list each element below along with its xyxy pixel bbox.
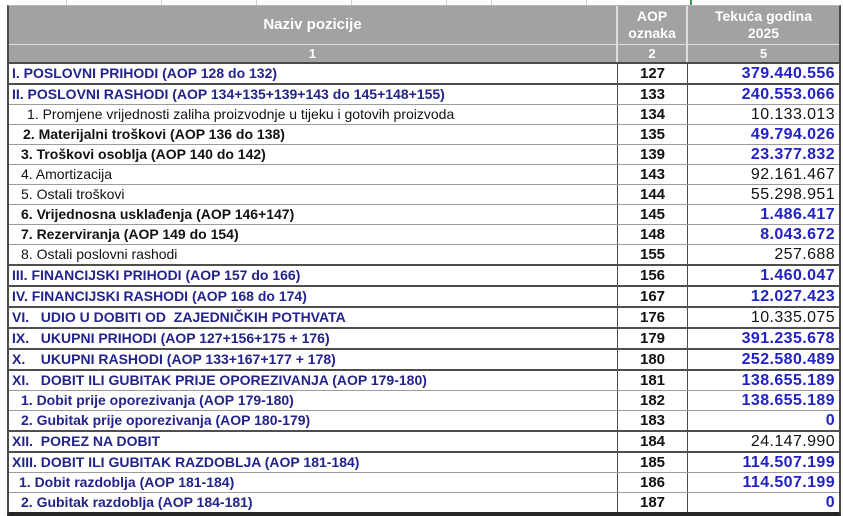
row-value-cell[interactable]: 240.553.066 [741, 86, 835, 103]
row-aop-cell[interactable]: 135 [618, 125, 688, 144]
table-row [9, 64, 839, 83]
header-aop-oznaka [618, 6, 688, 44]
row-value-cell[interactable]: 10.133.013 [750, 106, 835, 123]
row-label-cell[interactable]: 2. Gubitak prije oporezivanja (AOP 180-179) [9, 411, 618, 430]
table-row [9, 327, 839, 348]
table-row [9, 390, 839, 410]
row-label-cell[interactable]: 2. Materijalni troškovi (AOP 136 do 138) [9, 125, 618, 144]
row-aop-cell[interactable]: 148 [618, 225, 688, 244]
row-value-cell[interactable]: 252.580.489 [741, 351, 835, 368]
table-row [9, 83, 839, 104]
row-value-cell[interactable]: 55.298.951 [750, 186, 835, 203]
row-aop-cell[interactable]: 139 [618, 145, 688, 164]
row-aop-cell[interactable]: 179 [618, 329, 688, 348]
header-col-number-1: 1 [9, 45, 618, 62]
header-tekuca-godina [688, 6, 839, 44]
row-value-cell[interactable]: 0 [825, 412, 835, 429]
row-aop-cell[interactable]: 176 [618, 308, 688, 327]
financial-statement-table [7, 5, 841, 516]
row-aop-cell[interactable]: 155 [618, 245, 688, 264]
row-label-cell[interactable]: III. FINANCIJSKI PRIHODI (AOP 157 do 166) [9, 266, 618, 285]
row-value-cell[interactable]: 379.440.556 [741, 65, 835, 82]
table-row [9, 348, 839, 369]
row-value-cell[interactable]: 114.507.199 [742, 454, 835, 471]
row-value-cell[interactable]: 10.335.075 [750, 309, 835, 326]
row-label-cell[interactable]: 8. Ostali poslovni rashodi [9, 245, 618, 264]
table-row [9, 264, 839, 285]
row-aop-cell[interactable]: 134 [618, 105, 688, 124]
row-label-cell[interactable]: IX. UKUPNI PRIHODI (AOP 127+156+175 + 176) [9, 329, 618, 348]
row-label-cell[interactable]: VI. UDIO U DOBITI OD ZAJEDNIČKIH POTHVATA [9, 308, 618, 327]
row-aop-cell[interactable]: 186 [618, 473, 688, 492]
row-aop-cell[interactable]: 183 [618, 411, 688, 430]
row-label-cell[interactable]: 4. Amortizacija [9, 165, 618, 184]
table-row [9, 430, 839, 451]
row-value-cell[interactable]: 391.235.678 [741, 330, 835, 347]
header-year-line2: 2025 [747, 25, 780, 41]
row-aop-cell[interactable]: 133 [618, 85, 688, 104]
row-value-cell[interactable]: 114.507.199 [742, 474, 835, 491]
row-label-cell[interactable]: XI. DOBIT ILI GUBITAK PRIJE OPOREZIVANJA (AOP 179-180) [9, 371, 618, 390]
row-value-cell[interactable]: 24.147.990 [750, 433, 835, 450]
header-title-row [9, 6, 839, 45]
row-aop-cell[interactable]: 180 [618, 350, 688, 369]
row-label-cell[interactable]: 5. Ostali troškovi [9, 185, 618, 204]
row-label-cell[interactable]: 3. Troškovi osoblja (AOP 140 do 142) [9, 145, 618, 164]
row-value-cell[interactable]: 138.655.189 [741, 372, 835, 389]
row-aop-cell[interactable]: 184 [618, 432, 688, 451]
table-row [9, 451, 839, 472]
row-aop-cell[interactable]: 145 [618, 205, 688, 224]
table-row [9, 492, 839, 512]
row-aop-cell[interactable]: 181 [618, 371, 688, 390]
row-aop-cell[interactable]: 143 [618, 165, 688, 184]
table-row [9, 104, 839, 124]
table-row [9, 285, 839, 306]
row-label-cell[interactable]: IV. FINANCIJSKI RASHODI (AOP 168 do 174) [9, 287, 618, 306]
row-value-cell[interactable]: 49.794.026 [750, 126, 835, 143]
row-label-cell[interactable]: XII. POREZ NA DOBIT [9, 432, 618, 451]
header-number-row [9, 45, 839, 62]
row-label-cell[interactable]: 6. Vrijednosna usklađenja (AOP 146+147) [9, 205, 618, 224]
table-row [9, 472, 839, 492]
table-row [9, 184, 839, 204]
row-label-cell[interactable]: 1. Dobit razdoblja (AOP 181-184) [9, 473, 618, 492]
row-value-cell[interactable]: 12.027.423 [750, 288, 835, 305]
row-aop-cell[interactable]: 185 [618, 453, 688, 472]
header-aop-line2: oznaka [628, 25, 676, 41]
table-row [9, 306, 839, 327]
row-label-cell[interactable]: XIII. DOBIT ILI GUBITAK RAZDOBLJA (AOP 181-184) [9, 453, 618, 472]
row-value-cell[interactable]: 23.377.832 [750, 146, 835, 163]
table-body [9, 62, 839, 512]
row-aop-cell[interactable]: 156 [618, 266, 688, 285]
row-value-cell[interactable]: 92.161.467 [750, 166, 835, 183]
row-value-cell[interactable]: 138.655.189 [741, 392, 835, 409]
row-aop-cell[interactable]: 182 [618, 391, 688, 410]
header-naziv-pozicije: Naziv pozicije [9, 6, 618, 44]
table-row [9, 224, 839, 244]
row-label-cell[interactable]: 7. Rezerviranja (AOP 149 do 154) [9, 225, 618, 244]
table-row [9, 244, 839, 264]
table-row [9, 410, 839, 430]
row-aop-cell[interactable]: 144 [618, 185, 688, 204]
row-label-cell[interactable]: II. POSLOVNI RASHODI (AOP 134+135+139+143 do 145+148+155) [9, 85, 618, 104]
row-aop-cell[interactable]: 127 [618, 64, 688, 83]
table-row [9, 204, 839, 224]
header-col-number-2: 2 [618, 45, 688, 62]
table-row [9, 124, 839, 144]
row-value-cell[interactable]: 257.688 [774, 246, 835, 263]
row-aop-cell[interactable]: 167 [618, 287, 688, 306]
table-row [9, 144, 839, 164]
row-label-cell[interactable]: 1. Dobit prije oporezivanja (AOP 179-180) [9, 391, 618, 410]
header-year-line1: Tekuća godina [715, 8, 812, 24]
row-label-cell[interactable]: 1. Promjene vrijednosti zaliha proizvodnje u tijeku i gotovih proizvoda [9, 105, 618, 124]
row-aop-cell[interactable]: 187 [618, 493, 688, 512]
row-value-cell[interactable]: 1.460.047 [760, 267, 835, 284]
row-label-cell[interactable]: 2. Gubitak razdoblja (AOP 184-181) [9, 493, 618, 512]
row-label-cell[interactable]: X. UKUPNI RASHODI (AOP 133+167+177 + 178) [9, 350, 618, 369]
table-header [9, 6, 839, 62]
header-aop-line1: AOP [636, 8, 668, 24]
row-label-cell[interactable]: I. POSLOVNI PRIHODI (AOP 128 do 132) [9, 64, 618, 83]
table-row [9, 369, 839, 390]
header-col-number-5: 5 [759, 46, 768, 61]
row-value-cell[interactable]: 1.486.417 [760, 206, 835, 223]
row-value-cell[interactable]: 0 [825, 494, 835, 511]
row-value-cell[interactable]: 8.043.672 [760, 226, 835, 243]
table-row [9, 164, 839, 184]
